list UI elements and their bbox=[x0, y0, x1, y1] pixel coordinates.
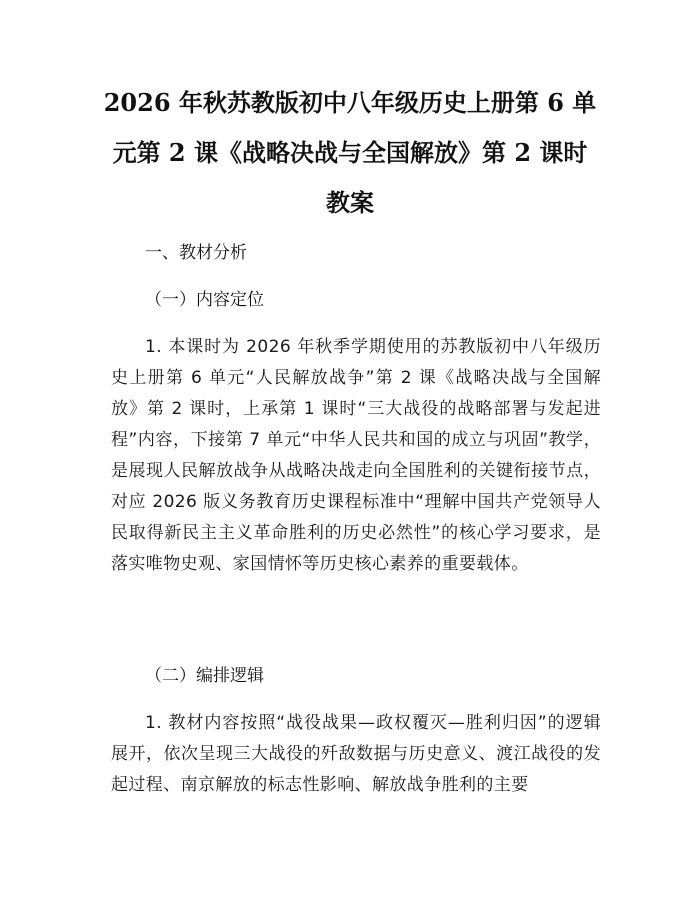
document-title bbox=[95, 78, 605, 228]
paragraph-layout-logic: 1. 教材内容按照“战役战果—政权覆灭—胜利归因”的逻辑展开，依次呈现三大战役的歼敌数据与历史意义、渡江战役的发起过程、南京解放的标志性影响、解放战争胜利的主要 bbox=[111, 713, 601, 795]
title-line-3: 教案 bbox=[326, 188, 374, 217]
title-line-1: 2026 年秋苏教版初中八年级历史上册第 6 单 bbox=[103, 88, 597, 117]
title-line-2: 元第 2 课《战略决战与全国解放》第 2 课时 bbox=[112, 138, 588, 167]
section-heading-analysis: 一、教材分析 bbox=[145, 243, 247, 262]
subsection-heading-content-positioning: （一）内容定位 bbox=[145, 290, 264, 309]
paragraph-content-positioning: 1. 本课时为 2026 年秋季学期使用的苏教版初中八年级历史上册第 6 单元“人民解放战争”第 2 课《战略决战与全国解放》第 2 课时，上承第 1 课时“三大战役的战略部署与发起进程”内容，下接第 7 单元“中华人民共和国的成立与巩固”教学，是展现人民解放战争从战略决战走向全国胜利的关键衔接节点，对应 2026 版义务教育历史课程标准中“理解中国共产党领导人民取得新民主主义革命胜利的历史必然性”的核心学习要求，是落实唯物史观、家国情怀等历史核心素养的重要载体。 bbox=[111, 337, 601, 574]
subsection-heading-layout-logic: （二）编排逻辑 bbox=[145, 666, 264, 685]
